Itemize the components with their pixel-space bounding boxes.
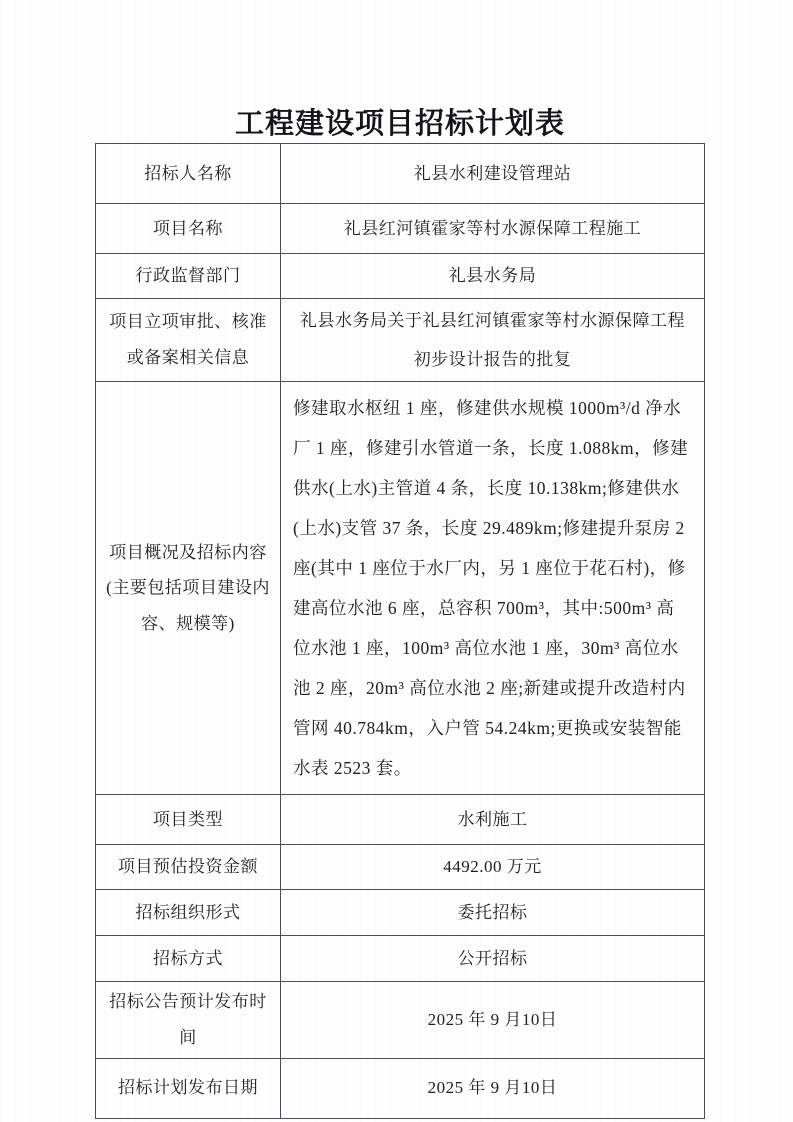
row-label: 项目类型 <box>96 795 281 845</box>
row-label: 招标公告预计发布时间 <box>96 982 281 1058</box>
table-row-supervision-dept <box>96 254 705 299</box>
row-label: 项目名称 <box>96 204 281 254</box>
row-value: 公开招标 <box>281 936 705 982</box>
table-row-announcement-date <box>96 982 705 1058</box>
table-row-project-type <box>96 795 705 845</box>
row-value: 水利施工 <box>281 795 705 845</box>
row-value: 4492.00 万元 <box>281 845 705 890</box>
table-row-estimated-investment <box>96 845 705 890</box>
table-row-plan-release-date <box>96 1058 705 1118</box>
row-label: 招标计划发布日期 <box>96 1058 281 1118</box>
table-row-bidder-name <box>96 144 705 204</box>
table-row-bidding-method <box>96 936 705 982</box>
row-label: 项目概况及招标内容(主要包括项目建设内容、规模等) <box>96 382 281 795</box>
row-label: 行政监督部门 <box>96 254 281 299</box>
row-value: 礼县红河镇霍家等村水源保障工程施工 <box>281 204 705 254</box>
row-label: 招标组织形式 <box>96 890 281 936</box>
table-row-approval-info <box>96 299 705 382</box>
table-row-project-name <box>96 204 705 254</box>
table-row-project-overview <box>96 382 705 795</box>
document-title: 工程建设项目招标计划表 <box>234 108 565 140</box>
row-value: 2025 年 9 月10日 <box>281 1058 705 1118</box>
row-value: 礼县水务局关于礼县红河镇霍家等村水源保障工程初步设计报告的批复 <box>281 299 705 382</box>
table-row-organization-form <box>96 890 705 936</box>
row-label: 招标方式 <box>96 936 281 982</box>
row-value: 修建取水枢纽 1 座，修建供水规模 1000m³/d 净水厂 1 座，修建引水管道一条，长度 1.088km，修建供水(上水)主管道 4 条，长度 10.138km;修建供水(上水)支管 37 条，长度 29.489km;修建提升泵房 2 座(其中 1 座位于水厂内，另 1 座位于花石村)，修建高位水池 6 座，总容积 700m³，其中:500m³ 高位水池 1 座，100m³ 高位水池 1 座，30m³ 高位水池 2 座，20m³ 高位水池 2 座;新建或提升改造村内管网 40.784km，入户管 54.24km;更换或安装智能水表 2523 套。 <box>281 382 705 795</box>
row-label: 项目预估投资金额 <box>96 845 281 890</box>
row-value: 礼县水务局 <box>281 254 705 299</box>
row-label: 招标人名称 <box>96 144 281 204</box>
row-value: 委托招标 <box>281 890 705 936</box>
bidding-plan-table <box>95 143 705 1119</box>
row-value: 2025 年 9 月10日 <box>281 982 705 1058</box>
row-label: 项目立项审批、核准或备案相关信息 <box>96 299 281 382</box>
row-value: 礼县水利建设管理站 <box>281 144 705 204</box>
